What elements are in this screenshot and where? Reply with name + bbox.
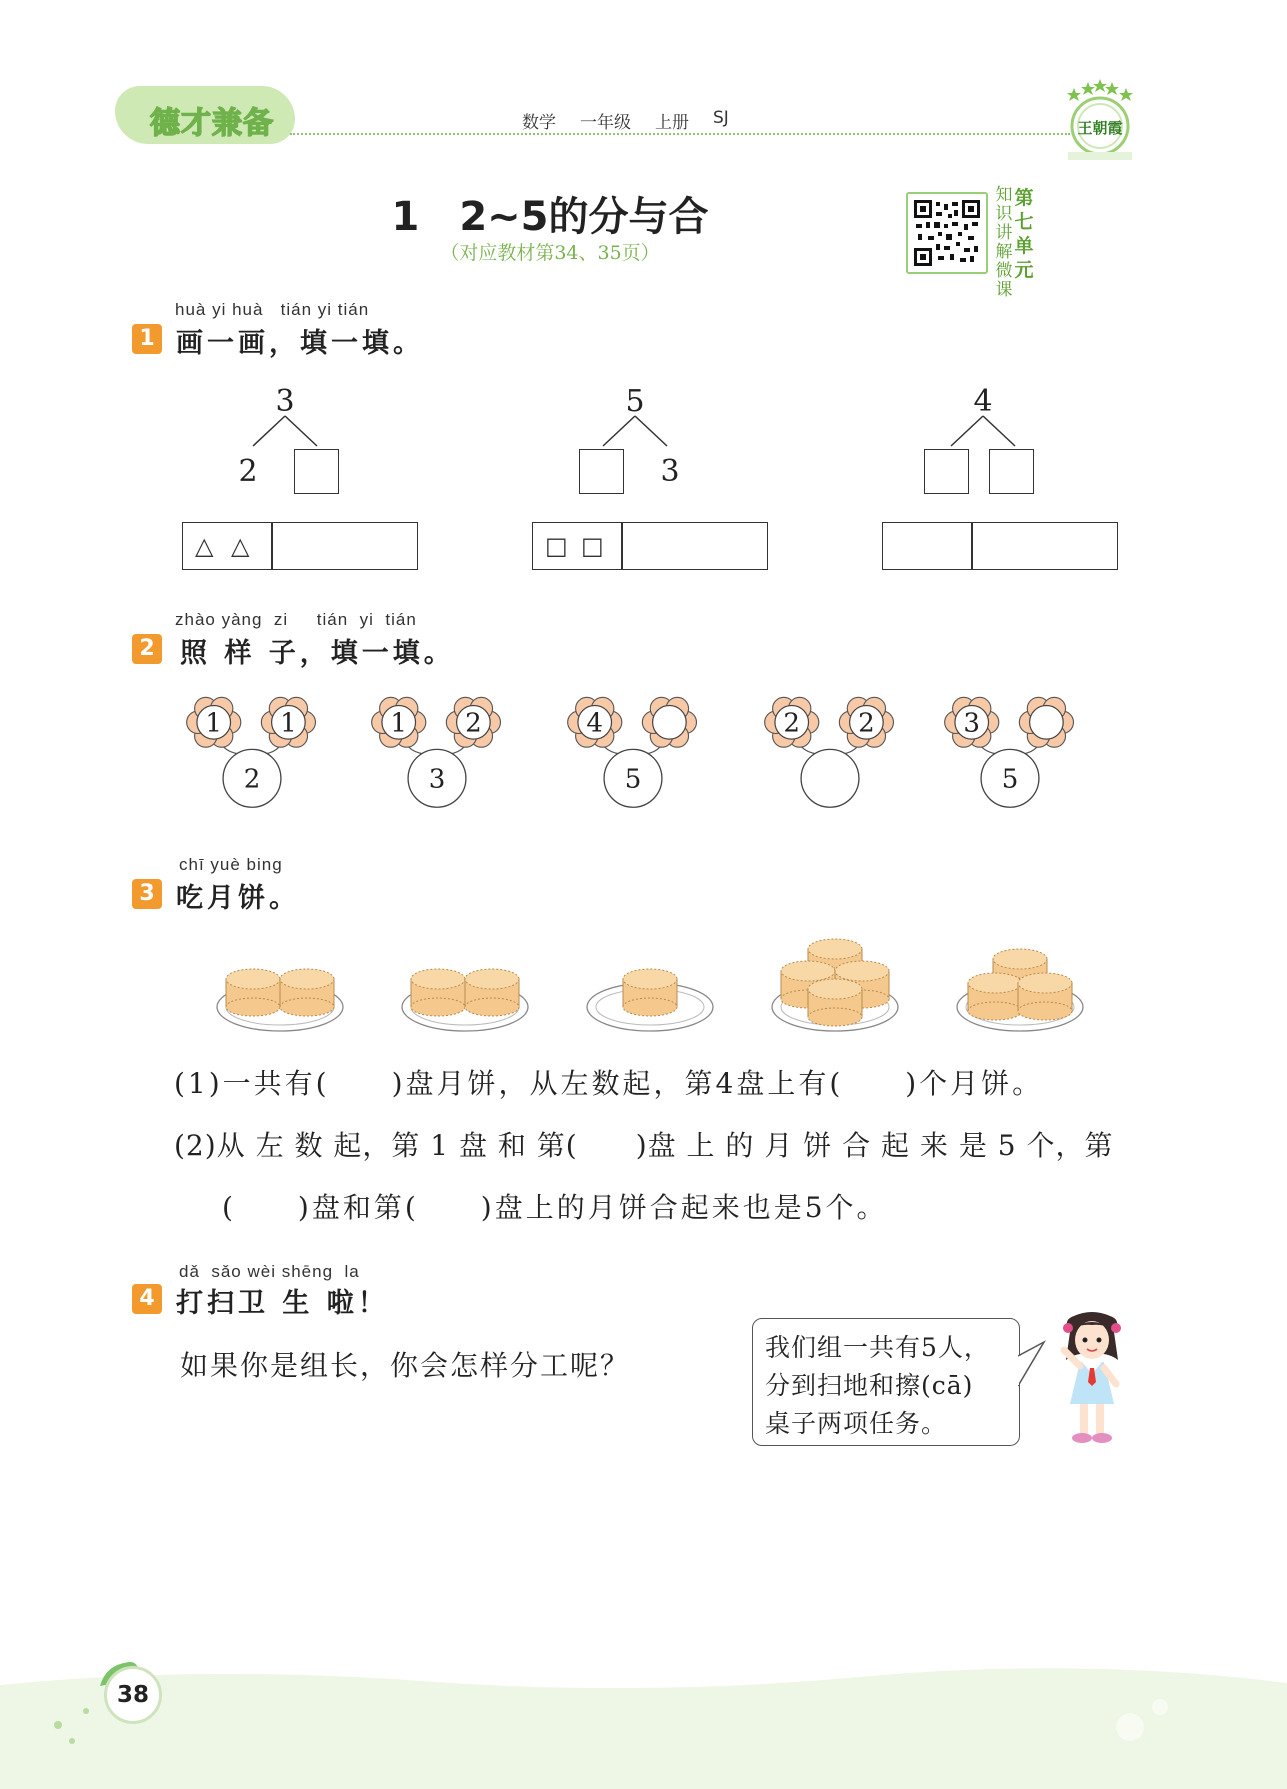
speech-bubble-tail	[1018, 1340, 1048, 1400]
flower-right-number: 2	[465, 708, 482, 739]
flower-left-number: 3	[963, 708, 981, 739]
bond2-left-box[interactable]	[579, 449, 624, 494]
square-icon: □	[581, 532, 604, 560]
mooncake-plate	[400, 935, 530, 1035]
flower-vase-group	[760, 685, 900, 810]
bond3-top: 4	[973, 384, 993, 419]
page-title: 1 2~5的分与合	[391, 194, 709, 240]
qr-code-icon	[914, 200, 980, 266]
question-3-1: (1)一共有( )盘月饼，从左数起，第4盘上有( )个月饼。	[174, 1067, 1044, 1100]
bar-divider	[621, 523, 623, 569]
section4-pinyin: dǎ sǎo wèi shēng la	[179, 1262, 360, 1281]
bond2-right: 3	[660, 454, 680, 489]
vase-number: 5	[624, 764, 642, 795]
flower-right-number: 1	[280, 708, 297, 739]
section1-pinyin: huà yi huà tián yi tián	[175, 300, 370, 319]
speech-line: 桌子两项任务。	[765, 1409, 948, 1438]
qr-code[interactable]	[906, 192, 988, 274]
bar-divider	[971, 523, 973, 569]
bond1-top: 3	[275, 384, 295, 419]
section2-title: 照 样 子，填一填。	[180, 638, 455, 669]
speech-bubble	[752, 1318, 1020, 1446]
bond3-right-box[interactable]	[989, 449, 1034, 494]
bond1-branches	[245, 414, 325, 450]
mooncake-plate	[215, 935, 345, 1035]
section1-title: 画一画，填一填。	[176, 328, 424, 359]
mooncake-plate	[585, 935, 715, 1035]
header-edition: SJ	[713, 108, 729, 128]
square-icon: □	[545, 532, 568, 560]
bar-divider	[271, 523, 273, 569]
header-subject: 数学	[522, 113, 556, 133]
page-number: 38	[104, 1666, 162, 1724]
header-volume: 上册	[655, 113, 689, 133]
section3-title: 吃月饼。	[176, 883, 300, 914]
unit-label: 第 七 单 元	[1014, 187, 1034, 281]
flower-vase-group	[182, 685, 322, 810]
bond2-branches	[595, 414, 675, 450]
section4-number: 4	[132, 1284, 162, 1314]
flower-vase-group	[563, 685, 703, 810]
triangle-icon: △	[195, 532, 214, 560]
section3-pinyin: chī yuè bing	[179, 855, 283, 874]
vase-number: 2	[243, 764, 261, 795]
section3-number: 3	[132, 879, 162, 909]
badge-text: 王朝霞	[1077, 119, 1123, 137]
header-grade: 一年级	[580, 113, 631, 133]
section4-title: 打扫卫 生 啦！	[176, 1288, 389, 1319]
flower-vase-group	[367, 685, 507, 810]
flower-right-number: 2	[858, 708, 875, 739]
bond1-right-box[interactable]	[294, 449, 339, 494]
flower-vase-group	[940, 685, 1080, 810]
speech-line: 我们组一共有5人，	[765, 1333, 990, 1362]
speech-line: 分到扫地和擦(cā)	[765, 1371, 974, 1400]
girl-character	[1052, 1310, 1132, 1456]
section1-number: 1	[132, 324, 162, 354]
page-subtitle: （对应教材第34、35页）	[440, 242, 660, 264]
question-3-2a: (2)从 左 数 起，第 1 盘 和 第( )盘 上 的 月 饼 合 起 来 是 5 个，第	[174, 1129, 1114, 1162]
footer-background	[0, 1665, 1287, 1789]
logo: 德才兼备	[150, 106, 274, 141]
author-badge	[1062, 78, 1138, 162]
flower-left-number: 2	[783, 708, 801, 739]
bond1-left: 2	[238, 454, 258, 489]
bond2-top: 5	[625, 384, 645, 419]
section2-number: 2	[132, 634, 162, 664]
triangle-icon: △	[231, 532, 250, 560]
bond3-left-box[interactable]	[924, 449, 969, 494]
qr-label-left: 知 识 讲 解 微 课	[995, 185, 1013, 300]
bond1-draw-bar[interactable]	[182, 522, 418, 570]
vase-number: 3	[428, 764, 446, 795]
mooncake-plate	[770, 935, 900, 1035]
flower-left-number: 1	[205, 708, 223, 739]
question-3-2b: ( )盘和第( )盘上的月饼合起来也是5个。	[222, 1191, 888, 1224]
section2-pinyin: zhào yàng zi tián yi tián	[175, 610, 417, 629]
vase-number: 5	[1001, 764, 1019, 795]
bond3-draw-bar[interactable]	[882, 522, 1118, 570]
flower-left-number: 1	[390, 708, 408, 739]
bond2-draw-bar[interactable]	[532, 522, 768, 570]
header-divider	[290, 133, 1070, 135]
mooncake-plate	[955, 935, 1085, 1035]
question-4: 如果你是组长，你会怎样分工呢？	[180, 1349, 631, 1382]
bond3-branches	[943, 414, 1023, 450]
flower-left-number: 4	[586, 708, 604, 739]
